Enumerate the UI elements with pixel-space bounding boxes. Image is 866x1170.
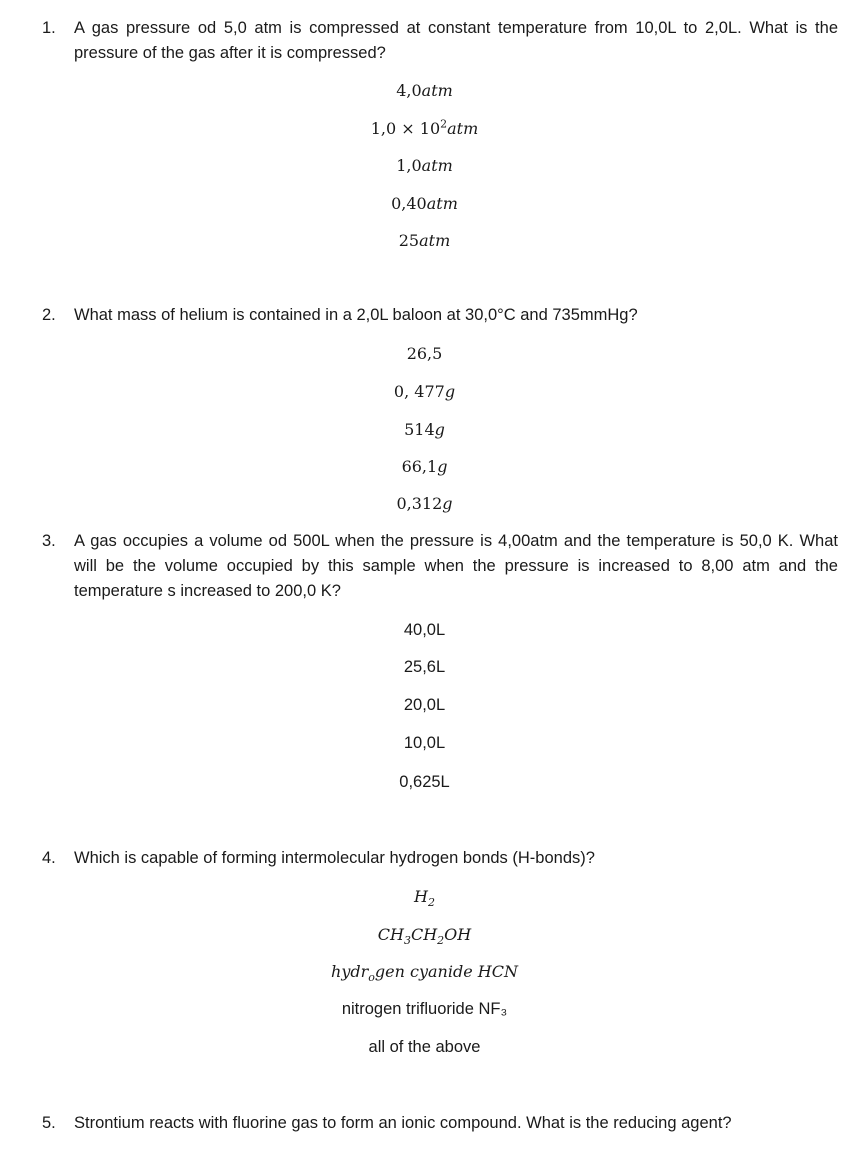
answer-option[interactable]: $1,0 \times 10^2atm$ — [370, 117, 479, 138]
answer-option[interactable]: 20,0L — [403, 696, 446, 714]
answer-option[interactable]: 0,312g — [396, 494, 453, 513]
question-text: A gas pressure od 5,0 atm is compressed at constant temperature from 10,0L to 2,0L. What is the pressure of the gas after it is compressed? — [74, 19, 838, 62]
question-number: 4. — [42, 849, 56, 867]
answer-option[interactable]: all of the above — [368, 1038, 481, 1056]
question-4 — [42, 846, 838, 871]
question-text: What mass of helium is contained in a 2,0L baloon at 30,0°C and 735mmHg? — [74, 306, 638, 324]
answer-option[interactable]: 25atm — [398, 231, 451, 250]
question-number: 2. — [42, 306, 56, 324]
question-2 — [42, 303, 838, 328]
answer-option[interactable]: 0,625L — [399, 773, 450, 791]
question-3 — [42, 529, 838, 604]
answer-option[interactable]: 514g — [404, 420, 445, 439]
question-number: 5. — [42, 1114, 56, 1132]
answer-option[interactable]: 0, 477g — [393, 382, 456, 401]
question-number: 1. — [42, 19, 56, 37]
answer-option[interactable]: 66,1g — [401, 457, 448, 476]
question-5 — [42, 1111, 838, 1136]
question-text: A gas occupies a volume od 500L when the pressure is 4,00atm and the temperature is 50,0 K. What will be the volume occupied by this sample when the pressure is increased to 8,00 atm and the temperature s increased to 200,0 K? — [74, 532, 838, 600]
question-text: Which is capable of forming intermolecular hydrogen bonds (H-bonds)? — [74, 849, 595, 867]
question-1 — [42, 16, 838, 66]
answer-option[interactable]: 25,6L — [403, 658, 446, 676]
answer-option[interactable]: $H_2$ — [414, 887, 435, 910]
answer-option[interactable]: 10,0L — [403, 734, 446, 752]
answer-option[interactable]: 40,0L — [403, 621, 446, 639]
question-text: Strontium reacts with fluorine gas to form an ionic compound. What is the reducing agent? — [74, 1114, 732, 1132]
answer-option[interactable]: 4,0atm — [396, 81, 453, 100]
answer-option[interactable]: 26,5 — [406, 344, 443, 363]
answer-option[interactable]: hydr$_o$gen cyanide HCN — [331, 962, 518, 985]
question-number: 3. — [42, 532, 56, 550]
answer-option[interactable]: $CH_3CH_2OH$ — [377, 925, 472, 948]
answer-option[interactable]: 0,40atm — [391, 194, 458, 213]
answer-option[interactable]: nitrogen trifluoride NF₃ — [341, 1000, 508, 1018]
answer-option[interactable]: 1,0atm — [396, 156, 453, 175]
